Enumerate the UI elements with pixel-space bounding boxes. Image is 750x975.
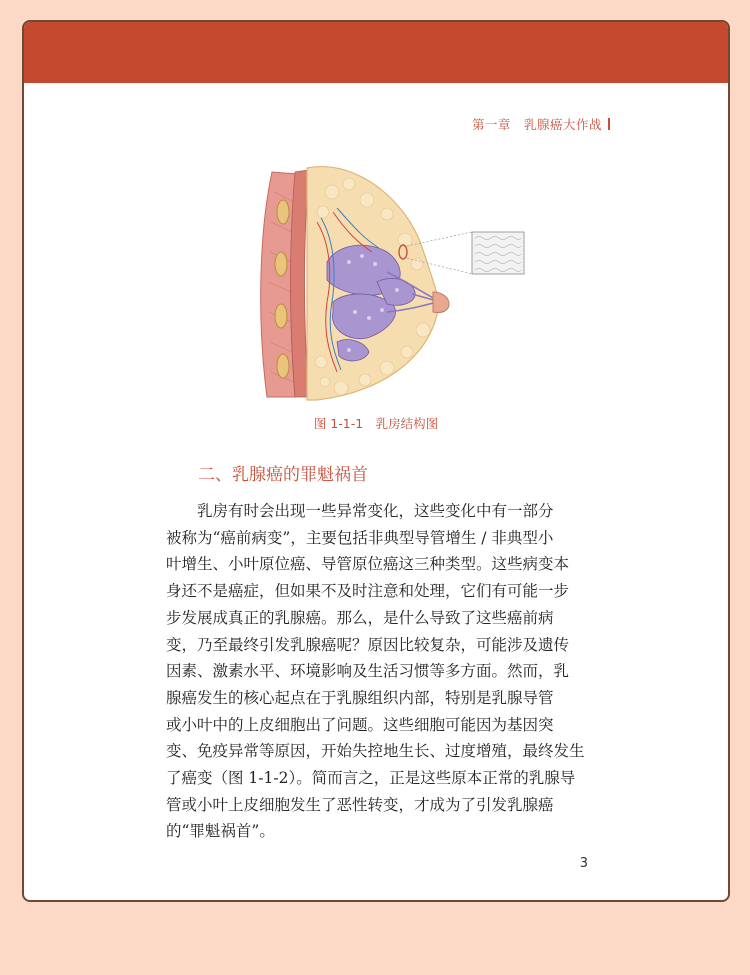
body-line: 管或小叶上皮细胞发生了恶性转变，才成为了引发乳腺癌: [166, 795, 554, 814]
figure-caption: 图 1-1-1 乳房结构图: [313, 416, 439, 431]
header-band: [24, 22, 728, 83]
body-line: 身还不是癌症，但如果不及时注意和处理，它们有可能一步: [166, 582, 570, 601]
magnified-tissue-inset: [472, 232, 524, 274]
body-line: 因素、激素水平、环境影响及生活习惯等多方面。然而，乳: [166, 662, 570, 681]
muscle-layer: [291, 170, 310, 397]
body-line: 或小叶中的上皮细胞出了问题。这些细胞可能因为基因突: [166, 715, 554, 734]
body-line: 腺癌发生的核心起点在于乳腺组织内部，特别是乳腺导管: [166, 688, 554, 707]
body-line: 步发展成真正的乳腺癌。那么，是什么导致了这些癌前病: [166, 608, 554, 627]
body-line: 的“罪魁祸首”。: [166, 822, 275, 841]
nipple: [433, 292, 449, 313]
body-line: 了癌变（图 1-1-2）。简而言之，正是这些原本正常的乳腺导: [166, 769, 576, 788]
book-page: [22, 20, 730, 902]
body-line: 被称为“癌前病变”，主要包括非典型导管增生 / 非典型小: [166, 528, 554, 547]
breast-anatomy-illustration: [237, 152, 537, 424]
running-head-bar: [608, 118, 610, 130]
body-paragraph: [166, 498, 586, 845]
body-line: 乳房有时会出现一些异常变化，这些变化中有一部分: [166, 502, 554, 520]
body-line: 变、免疫异常等原因，开始失控地生长、过度增殖，最终发生: [166, 742, 585, 761]
section-title: 二、乳腺癌的罪魁祸首: [198, 465, 368, 485]
chapter-title: 第一章 乳腺癌大作战: [471, 117, 602, 132]
running-head: [472, 115, 610, 133]
body-line: 叶增生、小叶原位癌、导管原位癌这三种类型。这些病变本: [166, 555, 570, 574]
page-number: 3: [579, 856, 588, 871]
body-line: 变，乃至最终引发乳腺癌呢？原因比较复杂，可能涉及遗传: [166, 635, 570, 654]
